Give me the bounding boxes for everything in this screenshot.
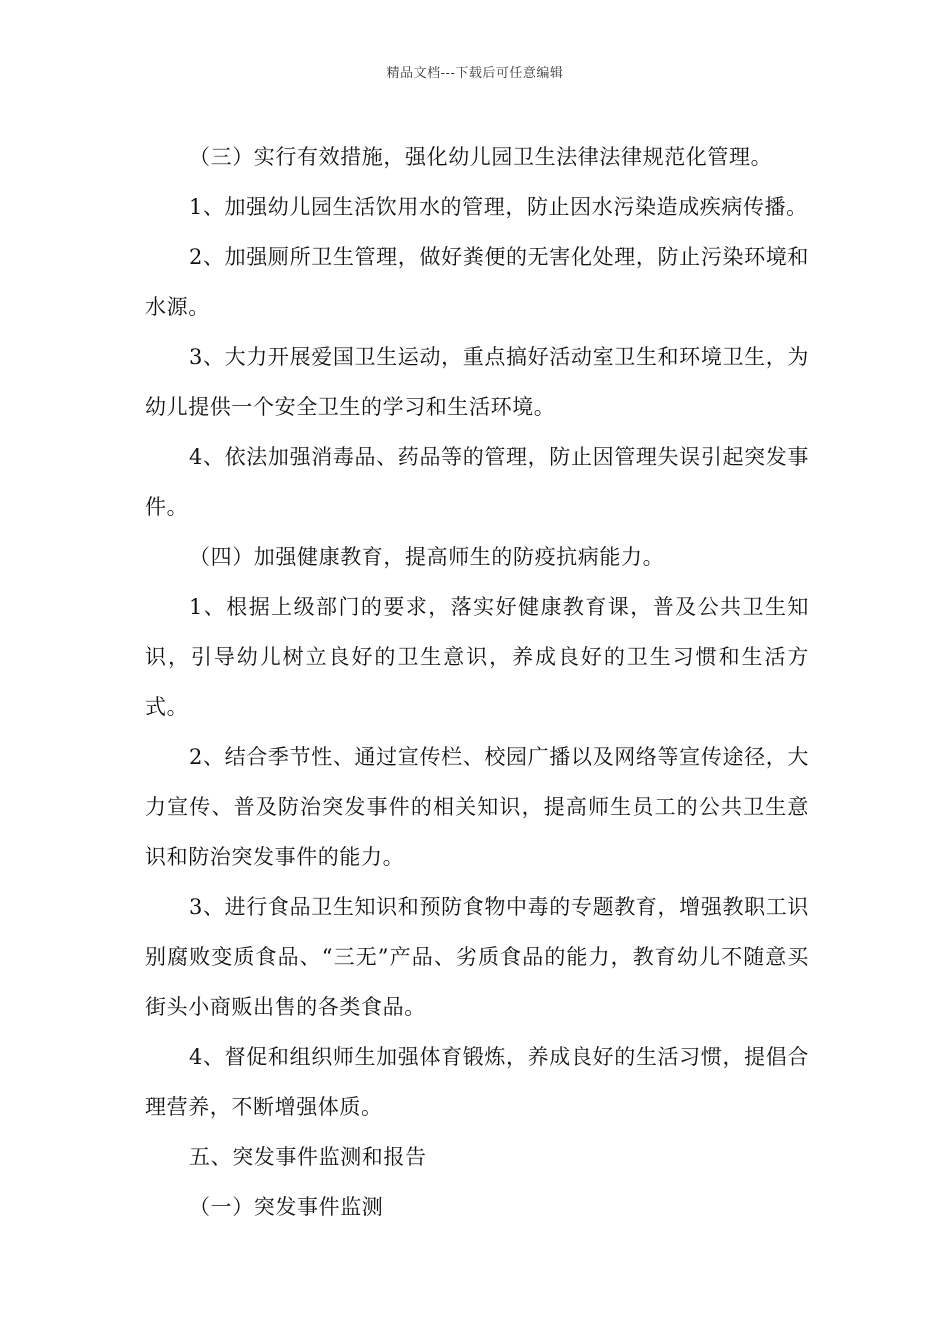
page-header: 精品文档---下载后可任意编辑 — [386, 66, 564, 81]
paragraph: 2、加强厕所卫生管理，做好粪便的无害化处理，防止污染环境和水源。 — [145, 245, 809, 319]
paragraph: 3、进行食品卫生知识和预防食物中毒的专题教育，增强教职工识别腐败变质食品、“三无”产品、劣质食品的能力，教育幼儿不随意买街头小商贩出售的各类食品。 — [145, 895, 809, 1019]
paragraph: 3、大力开展爱国卫生运动，重点搞好活动室卫生和环境卫生，为幼儿提供一个安全卫生的学习和生活环境。 — [145, 345, 809, 419]
section-heading-3: （三）实行有效措施，强化幼儿园卫生法律法律规范化管理。 — [189, 145, 773, 169]
paragraph: 4、依法加强消毒品、药品等的管理，防止因管理失误引起突发事件。 — [145, 445, 809, 519]
section-heading-4: （四）加强健康教育，提高师生的防疫抗病能力。 — [189, 545, 665, 569]
paragraph: 1、加强幼儿园生活饮用水的管理，防止因水污染造成疾病传播。 — [189, 195, 808, 219]
paragraph: 1、根据上级部门的要求，落实好健康教育课，普及公共卫生知识，引导幼儿树立良好的卫生意识，养成良好的卫生习惯和生活方式。 — [145, 595, 809, 719]
document-body — [145, 132, 809, 1232]
chapter-heading: 五、突发事件监测和报告 — [189, 1145, 427, 1169]
section-heading: （一）突发事件监测 — [189, 1195, 384, 1219]
paragraph: 4、督促和组织师生加强体育锻炼，养成良好的生活习惯，提倡合理营养，不断增强体质。 — [145, 1045, 809, 1119]
paragraph: 2、结合季节性、通过宣传栏、校园广播以及网络等宣传途径，大力宣传、普及防治突发事件的相关知识，提高师生员工的公共卫生意识和防治突发事件的能力。 — [145, 745, 809, 869]
